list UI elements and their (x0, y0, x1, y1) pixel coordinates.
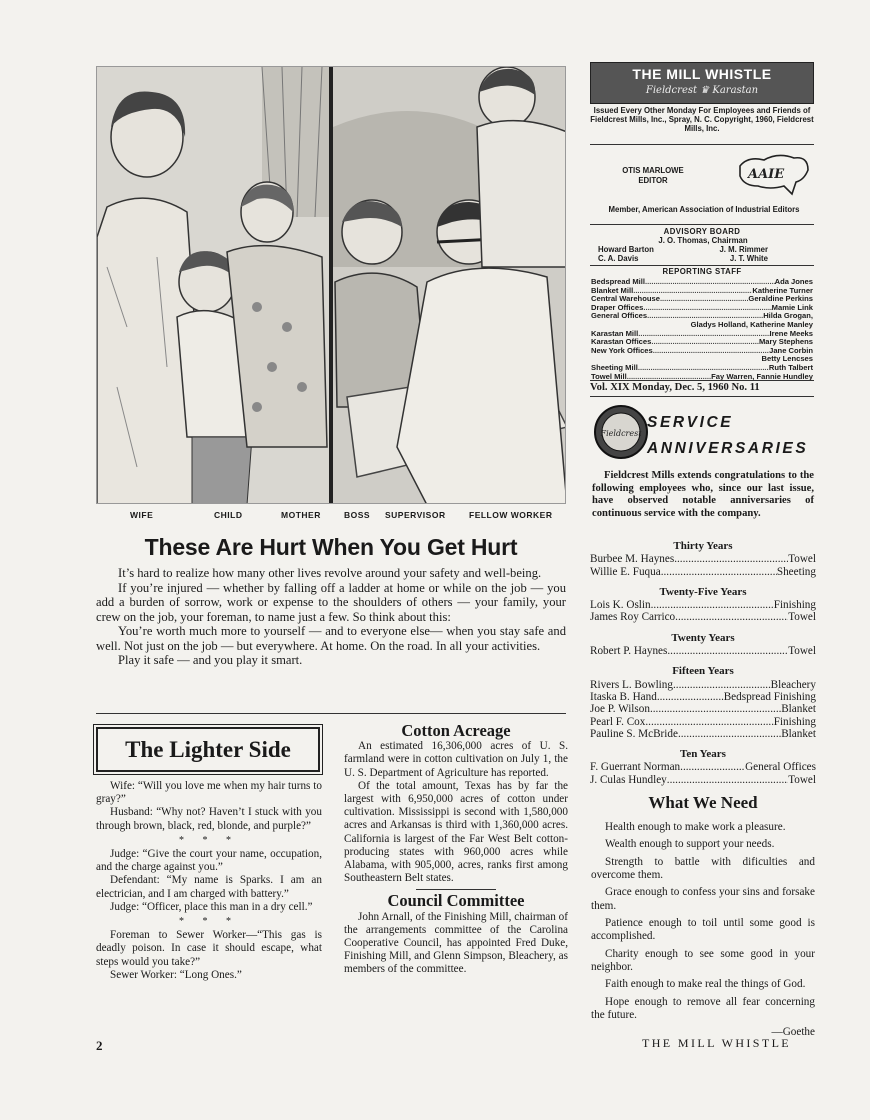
staff-office: Karastan Mill (591, 328, 639, 338)
staff-names: Ada Jones (774, 277, 813, 286)
staff-names: Fay Warren, Fannie Hundley (711, 371, 813, 381)
family-and-coworkers-drawing (97, 67, 566, 504)
staff-office: Draper Offices (591, 302, 644, 312)
leader-dots (678, 728, 781, 740)
cotton-paragraph: An estimated 16,306,000 acres of U. S. farmland were in cotton cultivation on July 1, the U. S. Department of Agriculture has reported. (344, 740, 568, 779)
employee-name: Willie E. Fuqua (590, 565, 661, 578)
joke-line: Judge: “Give the court your name, occupation, and the charge against you.” (96, 848, 322, 874)
section-divider (96, 713, 566, 714)
rule (590, 380, 814, 381)
editor-credit (608, 166, 698, 185)
anniversary-entry (590, 761, 816, 773)
anniversary-heading: Twenty-Five Years (659, 585, 747, 598)
anniversary-entry (590, 716, 816, 728)
board-member: Howard Barton (598, 244, 654, 254)
reporting-staff-heading: REPORTING STAFF (662, 267, 742, 276)
council-title: Council Committee (387, 891, 525, 911)
staff-office: General Offices (591, 311, 648, 321)
leader-dots (653, 347, 769, 356)
employee-name: F. Guerrant Norman (590, 761, 681, 774)
rule (590, 396, 814, 397)
what-we-need-title: What We Need (648, 793, 758, 812)
staff-office: New York Offices (591, 345, 653, 355)
article-body (96, 566, 566, 668)
employee-department: Finishing (773, 599, 816, 612)
volume-line: Vol. XIX Monday, Dec. 5, 1960 No. 11 (590, 382, 760, 393)
staff-row-continuation: Gladys Holland, Katherine Manley (690, 319, 813, 329)
separator-stars: * * * (179, 916, 239, 928)
employee-department: Towel (788, 611, 816, 624)
staff-row-continuation: Betty Lencses (761, 354, 813, 364)
need-line: Charity enough to see some good in your neighbor. (591, 947, 815, 973)
leader-dots (645, 716, 773, 728)
employee-department: Sheeting (776, 565, 816, 578)
rule (590, 265, 814, 266)
caption-child: CHILD (214, 510, 243, 520)
leader-dots (673, 679, 771, 691)
staff-office: Towel Mill (591, 371, 627, 381)
employee-department: Towel (788, 645, 816, 658)
issued-statement: Issued Every Other Monday For Employees and Friends of Fieldcrest Mills, Inc., Spray, N. C. Copyright, 1960, Fieldcrest Mills, Inc. (590, 106, 814, 134)
leader-dots (661, 566, 777, 578)
anniversary-entry (590, 645, 816, 657)
joke-line: Husband: “Why not? Haven’t I stuck with you through brown, black, red, blonde, and purple?” (96, 806, 322, 832)
attribution: —Goethe (771, 1026, 815, 1039)
staff-office: Bedspread Mill (591, 277, 646, 286)
anniversary-entry (590, 679, 816, 691)
anniversary-entry (590, 553, 816, 565)
anniversary-heading: Fifteen Years (672, 665, 734, 678)
staff-office: Karastan Offices (591, 337, 652, 347)
staff-names: Mary Stephens (758, 337, 813, 347)
leader-dots (680, 761, 745, 773)
membership-note: Member, American Association of Industrial Editors (608, 205, 800, 214)
svg-text:AAIE: AAIE (748, 167, 785, 182)
need-line: Grace enough to confess your sins and forsake them. (591, 886, 815, 912)
leader-dots (651, 338, 759, 347)
short-divider (416, 889, 496, 890)
svg-text:Fieldcrest: Fieldcrest (600, 429, 642, 438)
anniversary-entry (590, 774, 816, 786)
employee-department: Blanket (781, 727, 816, 740)
caption-wife: WIFE (130, 510, 154, 520)
employee-name: Joe P. Wilson (590, 703, 650, 716)
joke-line: Foreman to Sewer Worker—“This gas is deadly poison. In case it should escape, what steps would you take?” (96, 929, 322, 968)
need-line: Strength to battle with dificulties and overcome them. (591, 855, 815, 881)
staff-office: Blanket Mill (591, 285, 634, 295)
service-intro (592, 470, 814, 520)
staff-names: Jane Corbin (769, 345, 813, 355)
anniversary-heading: Ten Years (680, 748, 726, 761)
board-member: J. T. White (729, 253, 768, 263)
cotton-council-column (344, 721, 568, 977)
staff-office: Central Warehouse (591, 294, 660, 304)
editor-role: EDITOR (638, 175, 668, 185)
leader-dots (667, 774, 788, 786)
employee-name: Rivers L. Bowling (590, 678, 673, 691)
employee-department: Finishing (773, 715, 816, 728)
leader-dots (651, 599, 774, 611)
employee-department: Bleachery (770, 678, 816, 691)
employee-name: Robert P. Haynes (590, 645, 668, 658)
safety-illustration (96, 66, 566, 504)
anniversary-entry (590, 691, 816, 703)
leader-dots (643, 304, 771, 313)
masthead (590, 62, 814, 104)
caption-mother: MOTHER (281, 510, 321, 520)
leader-dots (675, 611, 788, 623)
staff-names: Irene Meeks (769, 328, 813, 338)
employee-department: Blanket (781, 703, 816, 716)
council-paragraph: John Arnall, of the Finishing Mill, chairman of the arrangements committee of the Carolina Cooperative Council, has appointed Fred Duke, Finishing Mill, and Glenn Simpson, Bleachery, as members of the committee. (344, 910, 568, 976)
employee-name: Burbee M. Haynes (590, 553, 675, 566)
article-paragraph: Play it safe — and you play it smart. (118, 653, 303, 667)
rule (590, 224, 814, 225)
leader-dots (667, 645, 788, 657)
caption-supervisor: SUPERVISOR (385, 510, 446, 520)
reporting-staff-list (591, 278, 813, 381)
service-intro-text: Fieldcrest Mills extends congratulations to the following employees who, since our last issue, have observed notable anniversaries of continuous service with the company. (592, 470, 814, 519)
leader-dots (638, 330, 769, 339)
employee-name: J. Culas Hundley (590, 773, 667, 786)
need-line: Wealth enough to support your needs. (605, 838, 775, 851)
employee-department: Towel (788, 553, 816, 566)
joke-line: Defendant: “My name is Sparks. I am an electrician, and I am charged with battery.” (96, 874, 322, 900)
employee-name: Pearl F. Cox (590, 715, 646, 728)
joke-line: Wife: “Will you love me when my hair turns to gray?” (96, 780, 322, 806)
masthead-brand-left: Fieldcrest (645, 85, 698, 96)
staff-names: Katherine Turner (752, 285, 813, 295)
service-emblem-icon (593, 404, 649, 460)
joke-line: Sewer Worker: “Long Ones.” (110, 968, 242, 981)
service-title-line1: SERVICE (647, 414, 734, 431)
cotton-paragraph: Of the total amount, Texas has by far the largest with 6,950,000 acres of cotton under cultivation. Mississippi is second with 1,580,000 acres and Arkansas is third with 1,360,000 acres. California is largest of the Far West Belt cotton-producing states with 960,000 acres while Alabama, with 905,000, acres, ranks first among Southeastern Belt states. (344, 779, 568, 885)
leader-dots (674, 553, 788, 565)
rule (590, 144, 814, 145)
employee-name: James Roy Carrico (590, 611, 676, 624)
leader-dots (657, 691, 724, 703)
board-chairman: J. O. Thomas, Chairman (658, 236, 748, 245)
anniversary-entry (590, 728, 816, 740)
caption-fellow-worker: FELLOW WORKER (469, 510, 553, 520)
article-paragraph: It’s hard to realize how many other lives revolve around your safety and well-being. (118, 566, 542, 580)
lighter-side-body (96, 780, 322, 982)
service-title-line2: ANNIVERSARIES (647, 440, 809, 457)
cotton-title: Cotton Acreage (401, 721, 511, 740)
staff-names: Ruth Talbert (768, 362, 813, 372)
employee-department: General Offices (745, 761, 816, 774)
article-paragraph: If you’re injured — whether by falling off a ladder at home or while on the job — you add a burden of sorrow, work or expense to the shoulders of others — your family, your crew on the job, your foreman, to name just a few. So think about this: (96, 580, 566, 624)
employee-name: Pauline S. McBride (590, 727, 678, 740)
joke-line: Judge: “Officer, place this man in a dry cell.” (110, 900, 313, 913)
masthead-title: THE MILL WHISTLE (632, 66, 772, 82)
leader-dots (650, 703, 781, 715)
board-row (598, 255, 808, 264)
need-line: Hope enough to remove all fear concerning the future. (591, 995, 815, 1021)
what-we-need-body (591, 821, 815, 1044)
employee-department: Towel (788, 773, 816, 786)
staff-names: Hilda Grogan, (763, 311, 813, 321)
anniversary-list (590, 540, 816, 786)
editor-name: OTIS MARLOWE (622, 166, 684, 175)
board-member: J. M. Rimmer (719, 244, 768, 254)
separator-stars: * * * (179, 834, 239, 846)
leader-dots (660, 295, 748, 304)
aaie-logo (734, 146, 812, 200)
anniversary-entry (590, 703, 816, 715)
crest-icon: ♛ (700, 85, 713, 96)
anniversary-entry (590, 566, 816, 578)
employee-name: Itaska B. Hand (590, 690, 657, 703)
need-line: Faith enough to make real the things of God. (605, 978, 806, 991)
staff-names: Geraldine Perkins (748, 294, 813, 304)
advisory-board (598, 237, 808, 263)
footer-publication-title: THE MILL WHISTLE (642, 1036, 792, 1050)
anniversary-heading: Thirty Years (673, 540, 733, 552)
staff-office: Sheeting Mill (591, 362, 638, 372)
staff-names: Mamie Link (771, 302, 813, 312)
advisory-board-heading: ADVISORY BOARD (663, 227, 741, 236)
page-number: 2 (96, 1038, 103, 1053)
anniversary-entry (590, 611, 816, 623)
anniversary-entry (590, 599, 816, 611)
article-paragraph: You’re worth much more to yourself — and to everyone else— when you stay safe and well. Not just on the job — but everywhere. At home. On the road. In all your activities. (96, 624, 566, 653)
need-line: Patience enough to toil until some good is accomplished. (591, 916, 815, 943)
masthead-subtitle (591, 85, 813, 96)
board-member: C. A. Davis (598, 253, 639, 263)
article-headline: These Are Hurt When You Get Hurt (144, 534, 518, 560)
need-line: Health enough to make work a pleasure. (605, 821, 786, 833)
map-icon (734, 146, 812, 200)
employee-department: Bedspread Finishing (723, 690, 816, 703)
masthead-brand-right: Karastan (712, 85, 759, 96)
anniversary-heading: Twenty Years (671, 631, 735, 644)
employee-name: Lois K. Oslin (590, 599, 651, 612)
lighter-side-title: The Lighter Side (96, 727, 320, 772)
caption-boss: BOSS (344, 510, 371, 520)
